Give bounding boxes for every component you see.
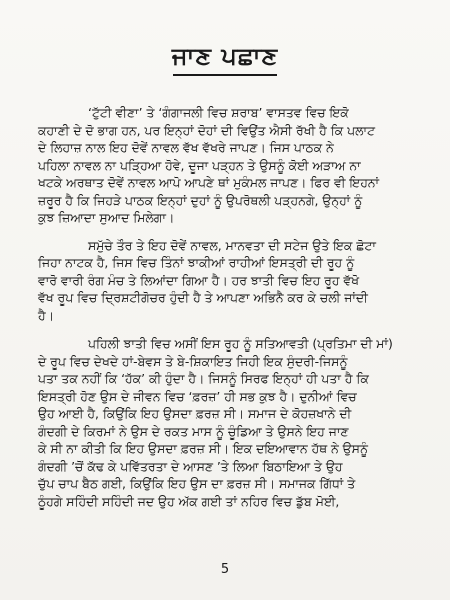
text-line: ਚੁੱਪ ਚਾਪ ਬੈਠ ਗਈ, ਕਿਉਂਕਿ ਇਹ ਉਸ ਦਾ ਫ਼ਰਜ਼ ਸੀ। ਸਮਾਜਕ ਗਿੱਧਾਂ ਤੇ xyxy=(38,476,356,491)
text-line: ਪਤਾ ਤਕ ਨਹੀਂ ਕਿ ‘ਹੱਕ’ ਕੀ ਹੁੰਦਾ ਹੈ। ਜਿਸਨੂੰ ਸਿਰਫ ਇਨ੍ਹਾਂ ਹੀ ਪਤਾ ਹੈ ਕਿ xyxy=(38,371,369,386)
text-line: ਕਹਾਣੀ ਦੇ ਦੋ ਭਾਗ ਹਨ, ਪਰ ਇਨ੍ਹਾਂ ਦੋਹਾਂ ਦੀ ਵਿਉਂਤ ਐਸੀ ਰੱਖੀ ਹੈ ਕਿ ਪਲਾਟ xyxy=(38,122,375,138)
text-line: ਸਮੁੱਚੇ ਤੌਰ ਤੇ ਇਹ ਦੋਵੇਂ ਨਾਵਲ, ਮਾਨਵਤਾ ਦੀ ਸਟੇਜ ਉਤੇ ਇਕ ਛੋਟਾ xyxy=(88,237,376,253)
text-line: ਹੈ। xyxy=(38,307,54,323)
title-underline xyxy=(173,74,277,76)
body-text xyxy=(0,104,450,517)
paragraph-2 xyxy=(0,237,450,325)
text-line: ਦੇ ਰੂਪ ਵਿਚ ਦੇਖਦੇ ਹਾਂ-ਬੇਵਸ ਤੇ ਬੇ-ਸ਼ਿਕਾਇਤ ਜਿਹੀ ਇਕ ਸੁੰਦਰੀ-ਜਿਸਨੂੰ xyxy=(38,353,348,369)
text-line: ‘ਟੁੱਟੀ ਵੀਣਾ’ ਤੇ ‘ਗੰਗਾਜਲੀ ਵਿਚ ਸ਼ਰਾਬ’ ਵਾਸਤਵ ਵਿਚ ਇਕੋ xyxy=(88,105,349,120)
text-line: ਦੇ ਲਿਹਾਜ਼ ਨਾਲ ਇਹ ਦੋਵੇਂ ਨਾਵਲ ਵੱਖ ਵੱਖਰੇ ਜਾਪਣ। ਜਿਸ ਪਾਠਕ ਨੇ xyxy=(38,140,334,155)
text-line: ਕੁਝ ਜ਼ਿਆਦਾ ਸੁਆਦ ਮਿਲੇਗਾ। xyxy=(38,210,175,225)
text-line: ਵਾਰੋ ਵਾਰੀ ਰੰਗ ਮੰਚ ਤੇ ਲਿਆਂਦਾ ਗਿਆ ਹੈ। ਹਰ ਝਾਤੀ ਵਿਚ ਇਹ ਰੂਹ ਵੱਖੋ xyxy=(38,272,359,288)
text-line: ਜਿਹਾ ਨਾਟਕ ਹੈ, ਜਿਸ ਵਿਚ ਤਿੰਨਾਂ ਝਾਕੀਆਂ ਰਾਹੀਆਂ ਇਸਤ੍ਰੀ ਦੀ ਰੂਹ ਨੂੰ xyxy=(38,255,355,270)
text-line: ਕੇ ਸੀ ਨਾ ਕੀਤੀ ਕਿ ਇਹ ਉਸਦਾ ਫ਼ਰਜ਼ ਸੀ। ਇਕ ਦਇਆਵਾਨ ਹੱਥ ਨੇ ਉਸਨੂੰ xyxy=(38,441,368,456)
text-line: ਖਟਕੇ ਅਰਥਾਤ ਦੋਵੇਂ ਨਾਵਲ ਆਪੋ ਆਪਣੇ ਥਾਂ ਮੁਕੰਮਲ ਜਾਪਣ। ਫਿਰ ਵੀ ਇਹਨਾਂ xyxy=(38,175,380,190)
paragraph-3 xyxy=(0,335,450,510)
text-line: ਠੂੰਹਗੇ ਸਹਿੰਦੀ ਸਹਿੰਦੀ ਜਦ ਉਹ ਅੱਕ ਗਈ ਤਾਂ ਨਹਿਰ ਵਿਚ ਡੁੱਬ ਮੋਈ, xyxy=(38,493,340,509)
text-line: ਵੱਖ ਰੂਪ ਵਿਚ ਦ੍ਰਿਸ਼ਟੀਗੋਚਰ ਹੁੰਦੀ ਹੈ ਤੇ ਆਪਣਾ ਅਭਿਨੈ ਕਰ ਕੇ ਚਲੀ ਜਾਂਦੀ xyxy=(38,290,368,305)
chapter-title: ਜਾਣ ਪਛਾਣ xyxy=(171,42,279,70)
text-line: ਗੰਦਗੀ ’ਚੋਂ ਕੱਢ ਕੇ ਪਵਿੱਤਰਤਾ ਦੇ ਆਸਣ ’ਤੇ ਲਿਆ ਬਿਠਾਇਆ ਤੇ ਉਹ xyxy=(38,458,343,474)
text-line: ਪਹਿਲਾ ਨਾਵਲ ਨਾ ਪੜ੍ਹਿਆ ਹੋਵੇ, ਦੂਜਾ ਪੜ੍ਹਨ ਤੇ ਉਸਨੂੰ ਕੋਈ ਅੜਾਅ ਨਾ xyxy=(38,157,361,173)
text-line: ਜ਼ਰੂਰ ਹੈ ਕਿ ਜਿਹੜੇ ਪਾਠਕ ਇਨ੍ਹਾਂ ਦੁਹਾਂ ਨੂੰ ਉਪਰੋਥਲੀ ਪੜ੍ਹਨਗੇ, ਉਨ੍ਹਾਂ ਨੂੰ xyxy=(38,192,363,208)
text-line: ਗੰਦਗੀ ਦੇ ਕਿਰਮਾਂ ਨੇ ਉਸ ਦੇ ਰਕਤ ਮਾਸ ਨੂੰ ਚੂੰਡਿਆ ਤੇ ਉਸਨੇ ਇਹ ਜਾਣ xyxy=(38,423,349,439)
paragraph-1 xyxy=(0,104,450,227)
text-line: ਇਸਤ੍ਰੀ ਹੋਣ ਉਸ ਦੇ ਜੀਵਨ ਵਿਚ ‘ਫ਼ਰਜ਼’ ਹੀ ਸਭ ਕੁਝ ਹੈ। ਦੁਨੀਆਂ ਵਿਚ xyxy=(38,388,357,404)
text-line: ਉਹ ਆਈ ਹੈ, ਕਿਉਂਕਿ ਇਹ ਉਸਦਾ ਫ਼ਰਜ਼ ਸੀ। ਸਮਾਜ ਦੇ ਕੋਹਜ਼ਖਾਨੇ ਦੀ xyxy=(38,406,352,421)
page-number: 5 xyxy=(220,562,230,577)
text-line: ਪਹਿਲੀ ਝਾਤੀ ਵਿਚ ਅਸੀਂ ਇਸ ਰੂਹ ਨੂੰ ਸਤਿਆਵਤੀ (ਪ੍ਰਤਿਮਾ ਦੀ ਮਾਂ) xyxy=(88,336,393,351)
